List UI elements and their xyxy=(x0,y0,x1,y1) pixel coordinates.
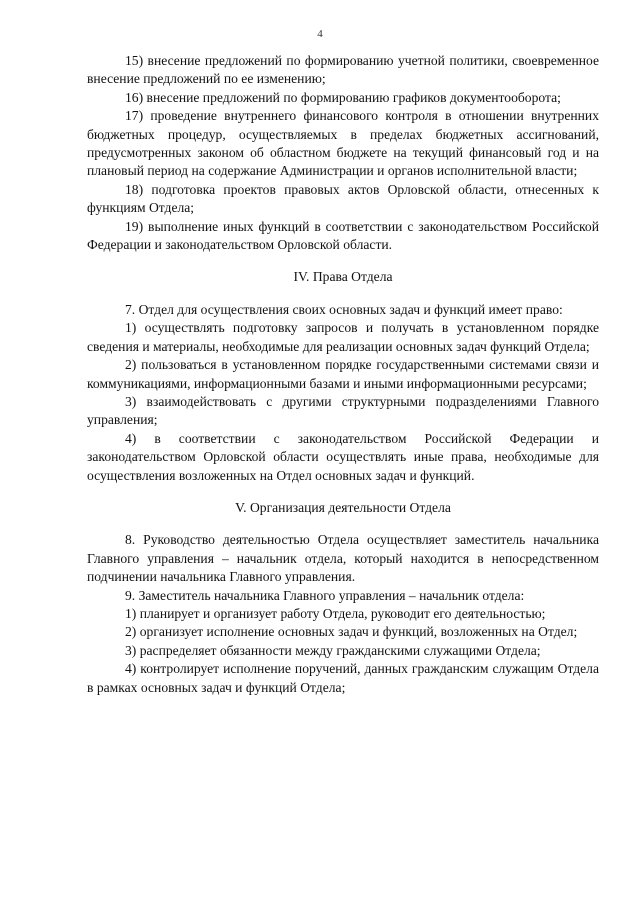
document-body xyxy=(87,52,599,697)
clause-7-item-1: 1) осуществлять подготовку запросов и получать в установленном порядке сведения и материалы, необходимые для реализации основных задач функций Отдела; xyxy=(87,320,599,354)
list-item-16: 16) внесение предложений по формированию графиков документооборота; xyxy=(125,89,561,105)
page-number: 4 xyxy=(317,28,323,40)
clause-7-item-3: 3) взаимодействовать с другими структурными подразделениями Главного управления; xyxy=(87,393,599,428)
clause-9: 9. Заместитель начальника Главного управления – начальник отдела: xyxy=(125,587,525,603)
list-item-17: 17) проведение внутреннего финансового контроля в отношении внутренних бюджетных процедур, осуществляемых в пределах бюджетных ассигнований, предусмотренных законом об областном бюджете на текущий финансовый год и на плановый период на содержание Администрации и органов исполнительной власти; xyxy=(87,108,599,179)
clause-9-item-3: 3) распределяет обязанности между гражданскими служащими Отдела; xyxy=(125,642,541,658)
clause-9-item-1: 1) планирует и организует работу Отдела, руководит его деятельностью; xyxy=(125,605,546,621)
clause-7: 7. Отдел для осуществления своих основных задач и функций имеет право: xyxy=(125,301,563,317)
clause-8: 8. Руководство деятельностью Отдела осуществляет заместитель начальника Главного управления – начальник отдела, который находится в непосредственном подчинении начальника Главного управления. xyxy=(87,532,599,585)
section-heading-v: V. Организация деятельности Отдела xyxy=(235,499,451,515)
section-heading-iv: IV. Права Отдела xyxy=(293,269,393,285)
clause-7-item-4: 4) в соответствии с законодательством Российской Федерации и законодательством Орловской области осуществлять иные права, необходимые для осуществления возложенных на Отдел основных задач и функций. xyxy=(87,430,599,483)
clause-9-item-2: 2) организует исполнение основных задач и функций, возложенных на Отдел; xyxy=(125,624,578,640)
clause-7-item-2: 2) пользоваться в установленном порядке государственными системами связи и коммуникациями, информационными базами и иными информационными ресурсами; xyxy=(87,357,599,391)
list-item-15: 15) внесение предложений по формированию учетной политики, своевременное внесение предложений по ее изменению; xyxy=(87,53,599,87)
list-item-19: 19) выполнение иных функций в соответствии с законодательством Российской Федерации и законодательством Орловской области. xyxy=(87,218,599,253)
list-item-18: 18) подготовка проектов правовых актов Орловской области, отнесенных к функциям Отдела; xyxy=(87,181,599,216)
clause-9-item-4: 4) контролирует исполнение поручений, данных гражданским служащим Отдела в рамках основных задач и функций Отдела; xyxy=(87,661,599,695)
